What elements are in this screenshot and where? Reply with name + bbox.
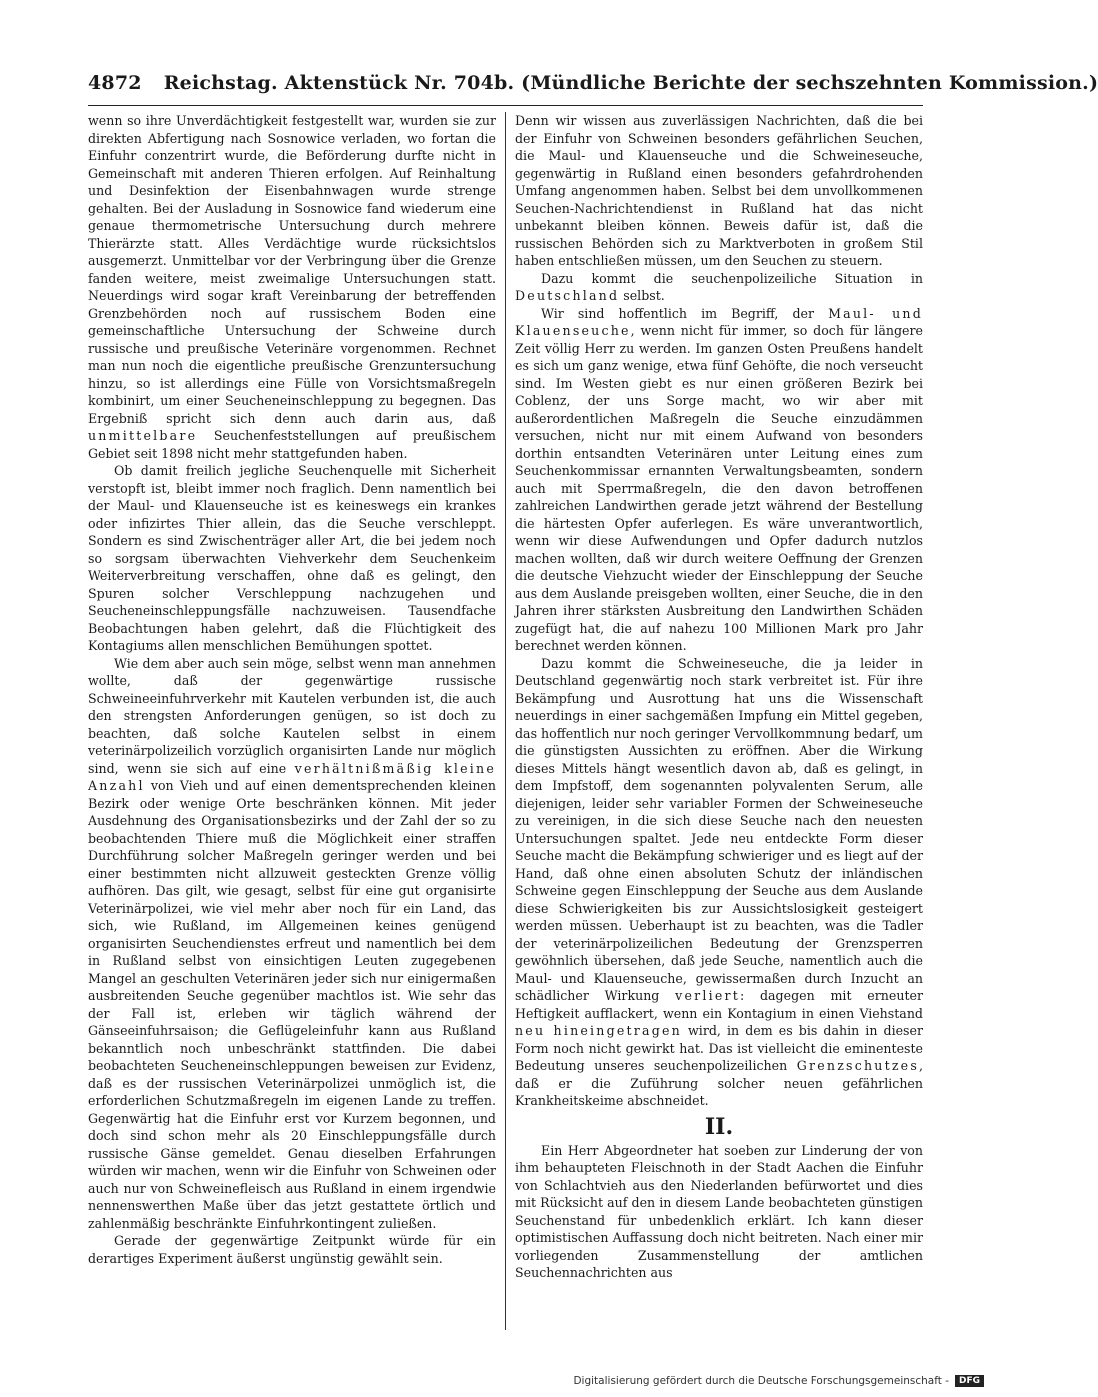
- text-columns: [88, 112, 923, 1330]
- page-header: [88, 72, 1098, 104]
- paragraph: Gerade der gegenwärtige Zeitpunkt würde für ein derartiges Experiment äußerst ungünstig gewählt sein.: [88, 1233, 496, 1266]
- paragraph: Wir sind hoffentlich im Begriff, der Maul- und Klauenseuche, wenn nicht für immer, so doch für längere Zeit völlig Herr zu werden. Im ganzen Osten Preußens handelt es sich um ganz wenige, etwa fünf Gehöfte, die noch verseucht sind. Im Westen giebt es nur einen größeren Bezirk bei Coblenz, der uns Sorge macht, wo wir aber mit außerordentlichen Maßregeln die Seuche einzudämmen versuchen, nicht nur mit einem Aufwand von besonders dorthin entsandten Veterinären unter Leitung eines zum Seuchenkommissar ernannten Verwaltungsbeamten, sondern auch mit Sperrmaßregeln, die den davon betroffenen zahlreichen Landwirthen gerade jetzt während der Bestellung die härtesten Opfer auferlegen. Es wäre unverantwortlich, wenn wir diese Aufwendungen und Opfer dadurch nutzlos machen wollten, daß wir durch weitere Oeffnung der Grenzen die deutsche Viehzucht wieder der Einschleppung der Seuche aus dem Auslande preisgeben wollten, einer Seuche, die in den Jahren ihrer stärksten Ausbreitung den Landwirthen Schäden zugefügt hat, die auf nahezu 100 Millionen Mark pro Jahr berechnet werden können.: [515, 305, 923, 653]
- header-rule: [88, 105, 923, 106]
- spaced-emphasis: verliert: [675, 988, 740, 1003]
- footer: [573, 1375, 984, 1387]
- paragraph: Ob damit freilich jegliche Seuchenquelle mit Sicherheit verstopft ist, bleibt immer noch fraglich. Denn namentlich bei der Maul- und Klauenseuche ist es keineswegs ein krankes oder infizirtes Thier allein, das die Seuche verschleppt. Sondern es sind Zwischenträger aller Art, die bei jedem noch so sorgsam überwachten Viehverkehr dem Seuchenkeim Weiterverbreitung verschaffen, ohne daß es gelingt, den Spuren solcher Verschleppung nachzugehen und Seucheneinschleppungsfälle nachzuweisen. Tausendfache Beobachtungen haben gelehrt, daß die Flüchtigkeit des Kontagiums allen menschlichen Bemühungen spottet.: [88, 463, 496, 653]
- paragraph: Ein Herr Abgeordneter hat soeben zur Linderung der von ihm behaupteten Fleischnoth in der Stadt Aachen die Einfuhr von Schlachtvieh aus den Niederlanden befürwortet und dies mit Rücksicht auf den in diesem Lande beobachteten günstigen Seuchenstand für unbedenklich erklärt. Ich kann dieser optimistischen Auffassung doch nicht beitreten. Nach einer mir vorliegenden Zusammenstellung der amtlichen Seuchennachrichten aus: [515, 1142, 923, 1280]
- spaced-emphasis: Grenzschutzes: [796, 1058, 919, 1073]
- page-number: 4872: [88, 72, 142, 94]
- document-page: [88, 72, 1098, 1342]
- paragraph: Dazu kommt die Schweineseuche, die ja leider in Deutschland gegenwärtig noch stark verbreitet ist. Für ihre Bekämpfung und Ausrottung hat uns die Wissenschaft neuerdings in einer sachgemäßen Impfung ein Mittel gegeben, das hoffentlich nur noch geringer Vervollkommnung bedarf, um die günstigsten Aussichten zu eröffnen. Aber die Wirkung dieses Mittels hängt wesentlich davon ab, daß es gelingt, in dem Impfstoff, dem sogenannten polyvalenten Serum, alle diejenigen, leider sehr variabler Formen der Schweineseuche zu vereinigen, in die sich diese Seuche nach den neuesten Untersuchungen spaltet. Jede neu entdeckte Form dieser Seuche macht die Bekämpfung schwieriger und es liegt auf der Hand, daß ohne einen absoluten Schutz der inländischen Schweine gegen Einschleppung der Seuche aus dem Auslande diese Schwierigkeiten bis zur Aussichtslosigkeit gesteigert werden müssen. Ueberhaupt ist zu beachten, was die Tadler der veterinärpolizeilichen Bedeutung der Grenzsperren gewöhnlich übersehen, daß jede Seuche, namentlich auch die Maul- und Klauenseuche, gewissermaßen durch Inzucht an schädlicher Wirkung verliert: dagegen mit erneuter Heftigkeit aufflackert, wenn ein Kontagium in einen Viehstand neu hineingetragen wird, in dem es bis dahin in dieser Form noch nicht gewirkt hat. Das ist vielleicht die eminenteste Bedeutung unseres seuchenpolizeilichen Grenzschutzes, daß er die Zuführung solcher neuen gefährlichen Krankheitskeime abschneidet.: [515, 655, 923, 1108]
- paragraph: Dazu kommt die seuchenpolizeiliche Situation in Deutschland selbst.: [515, 270, 923, 303]
- right-column: [506, 112, 923, 1330]
- dfg-logo: DFG: [955, 1375, 984, 1387]
- spaced-emphasis: neu hineingetragen: [515, 1023, 682, 1038]
- paragraph: wenn so ihre Unverdächtigkeit festgestellt war, wurden sie zur direkten Abfertigung nach Sosnowice verladen, wo fortan die Einfuhr conzentrirt wurde, die Beförderung durfte nicht in Gemeinschaft mit anderen Thieren erfolgen. Auf Reinhaltung und Desinfektion der Eisenbahnwagen wurde strenge gehalten. Bei der Ausladung in Sosnowice fand wiederum eine genaue thermometrische Untersuchung durch mehrere Thierärzte statt. Alles Verdächtige wurde rücksichtslos ausgemerzt. Unmittelbar vor der Verbringung über die Grenze fanden weitere, meist zweimalige Untersuchungen statt. Neuerdings wird sogar kraft Vereinbarung der betreffenden Grenzbehörden noch auf russischem Boden eine gemeinschaftliche Untersuchung der Schweine durch russische und preußische Veterinäre vorgenommen. Rechnet man nun noch die eigentliche preußische Grenzuntersuchung hinzu, so ist allerdings eine Fülle von Vorsichtsmaßregeln kombinirt, um einer Seucheneinschleppung zu begegnen. Das Ergebniß spricht sich denn auch darin aus, daß unmittelbare Seuchenfeststellungen auf preußischem Gebiet seit 1898 nicht mehr stattgefunden haben.: [88, 113, 496, 461]
- paragraph: Wie dem aber auch sein möge, selbst wenn man annehmen wollte, daß der gegenwärtige russische Schweineeinfuhrverkehr mit Kautelen verbunden ist, die auch den strengsten Anforderungen genügen, so ist doch zu beachten, daß solche Kautelen selbst in einem veterinärpolizeilich vorzüglich organisirten Lande nur möglich sind, wenn sie sich auf eine verhältnißmäßig kleine Anzahl von Vieh und auf einen dementsprechenden kleinen Bezirk oder wenige Orte beschränken können. Mit jeder Ausdehnung des Organisationsbezirks und der Zahl der so zu beobachtenden Thiere muß die Möglichkeit einer straffen Durchführung solcher Maßregeln geringer werden und bei einer bestimmten nicht allzuweit gesteckten Grenze völlig aufhören. Das gilt, wie gesagt, selbst für eine gut organisirte Veterinärpolizei, wie viel mehr aber noch für ein Land, das sich, wie Rußland, im Allgemeinen keines genügend organisirten Seuchendienstes erfreut und namentlich bei dem in Rußland selbst von einsichtigen Leuten zugegebenen Mangel an geschulten Veterinären jeder sich nur einigermaßen ausbreitenden Seuche gegenüber machtlos ist. Wie sehr das der Fall ist, erleben wir täglich während der Gänseeinfuhrsaison; die Geflügeleinfuhr kann aus Rußland bekanntlich noch unbeschränkt stattfinden. Die dabei beobachteten Seucheneinschleppungen beweisen zur Evidenz, daß es der russischen Veterinärpolizei unmöglich ist, die erforderlichen Schutzmaßregeln im eigenen Lande zu treffen. Gegenwärtig hat die Einfuhr erst vor Kurzem begonnen, und doch sind schon mehr als 20 Einschleppungsfälle durch russische Gänse gemeldet. Genau dieselben Erfahrungen würden wir machen, wenn wir die Einfuhr von Schweinen oder auch nur von Schweinefleisch aus Rußland in einem irgendwie nennenswerthen Maße über das jetzt gestattete örtlich und zahlenmäßig beschränkte Einfuhrkontingent zuließen.: [88, 655, 496, 1231]
- spaced-emphasis: verhältnißmäßig kleine Anzahl: [88, 760, 496, 793]
- spaced-emphasis: Maul- und Klauenseuche: [515, 305, 923, 338]
- footer-funding-note: Digitalisierung gefördert durch die Deutsche Forschungsgemeinschaft -: [573, 1375, 949, 1387]
- left-column: [88, 112, 505, 1330]
- spaced-emphasis: unmittelbare: [88, 428, 198, 443]
- spaced-emphasis: Deutschland: [515, 288, 620, 303]
- section-heading: II.: [704, 1113, 734, 1140]
- paragraph: Denn wir wissen aus zuverlässigen Nachrichten, daß die bei der Einfuhr von Schweinen besonders gefährlichen Seuchen, die Maul- und Klauenseuche und die Schweineseuche, gegenwärtig in Rußland einen besonders gefahrdrohenden Umfang angenommen haben. Selbst bei dem unvollkommenen Seuchen-Nachrichtendienst in Rußland hat das nicht unbekannt bleiben können. Beweis dafür ist, daß die russischen Behörden sich zu Marktverboten in großem Stil haben entschließen müssen, um den Seuchen zu steuern.: [515, 113, 923, 268]
- page-header-title: Reichstag. Aktenstück Nr. 704b. (Mündliche Berichte der sechszehnten Kommission.): [163, 72, 1098, 94]
